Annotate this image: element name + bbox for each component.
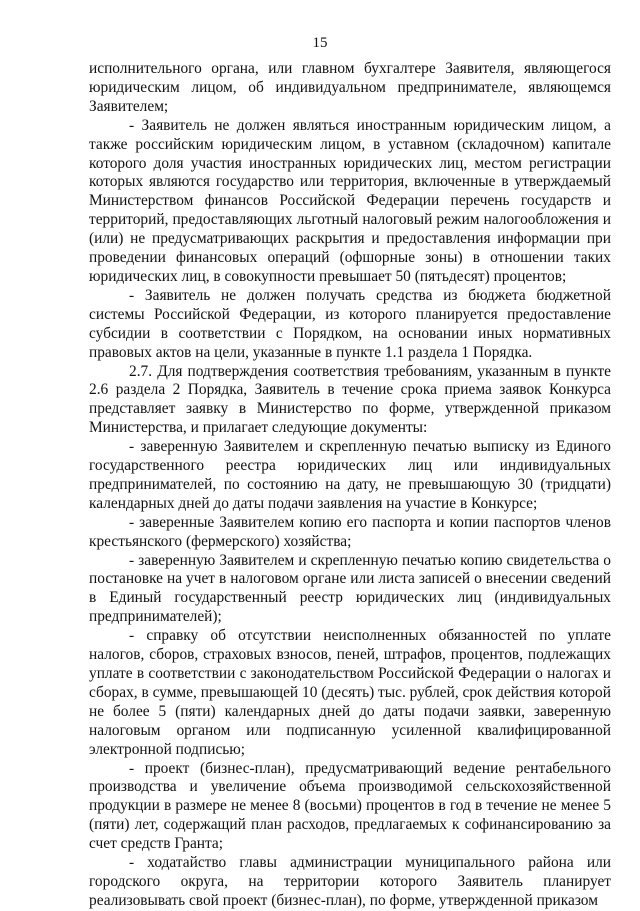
- paragraph-budget-requirement: - Заявитель не должен получать средства из бюджета бюджетной системы Российской Федерации, из которого планируется предоставление субсидии в соответствии с Порядком, на основании иных нормативных правовых актов на цели, указанные в пункте 1.1 раздела 1 Порядка.: [89, 286, 611, 361]
- document-body: [89, 60, 611, 911]
- paragraph-tax-certificate: - справку об отсутствии неисполненных обязанностей по уплате налогов, сборов, страховых взносов, пеней, штрафов, процентов, подлежащих уплате в соответствии с законодательством Российской Федерации о налогах и сборах, в сумме, превышающей 10 (десять) тыс. рублей, срок действия которой не более 5 (пяти) календарных дней до даты подачи заявки, заверенную налоговым органом или подписанную усиленной квалифицированной электронной подписью;: [89, 627, 611, 758]
- paragraph-business-plan: - проект (бизнес-план), предусматривающий ведение рентабельного производства и увеличение объема производимой сельскохозяйственной продукции в размере не менее 8 (восьми) процентов в год в течение не менее 5 (пяти) лет, содержащий план расходов, предлагаемых к софинансированию за счет средств Гранта;: [89, 759, 611, 853]
- paragraph-foreign-entity-requirement: - Заявитель не должен являться иностранным юридическим лицом, а также российским юридическим лицом, в уставном (складочном) капитале которого доля участия иностранных юридических лиц, местом регистрации которых являются государство или территория, включенные в утверждаемый Министерством финансов Российской Федерации перечень государств и территорий, предоставляющих льготный налоговый режим налогообложения и (или) не предусматривающих раскрытия и предоставления информации при проведении финансовых операций (офшорные зоны) в отношении таких юридических лиц, в совокупности превышает 50 (пятьдесят) процентов;: [89, 116, 611, 285]
- paragraph-tax-registration: - заверенную Заявителем и скрепленную печатью копию свидетельства о постановке на учет в налоговом органе или листа записей о внесении сведений в Единый государственный реестр юридических лиц (индивидуальных предпринимателей);: [89, 551, 611, 626]
- paragraph-section-2-7: 2.7. Для подтверждения соответствия требованиям, указанным в пункте 2.6 раздела 2 Порядка, Заявитель в течение срока приема заявок Конкурса представляет заявку в Министерство по форме, утвержденной приказом Министерства, и прилагает следующие документы:: [89, 362, 611, 437]
- paragraph-continuation: исполнительного органа, или главном бухгалтере Заявителя, являющегося юридическим лицом, об индивидуальном предпринимателе, являющемся Заявителем;: [89, 60, 611, 115]
- paragraph-registry-extract: - заверенную Заявителем и скрепленную печатью выписку из Единого государственного реестра юридических лиц или индивидуальных предпринимателей, по состоянию на дату, не превышающую 30 (тридцати) календарных дней до даты подачи заявления на участие в Конкурсе;: [89, 438, 611, 512]
- paragraph-petition: - ходатайство главы администрации муниципального района или городского округа, на территории которого Заявитель планирует реализовывать свой проект (бизнес-план), по форме, утвержденной приказом: [89, 854, 611, 909]
- paragraph-passport-copies: - заверенные Заявителем копию его паспорта и копии паспортов членов крестьянского (фермерского) хозяйства;: [89, 513, 611, 550]
- page-number: 15: [312, 35, 328, 51]
